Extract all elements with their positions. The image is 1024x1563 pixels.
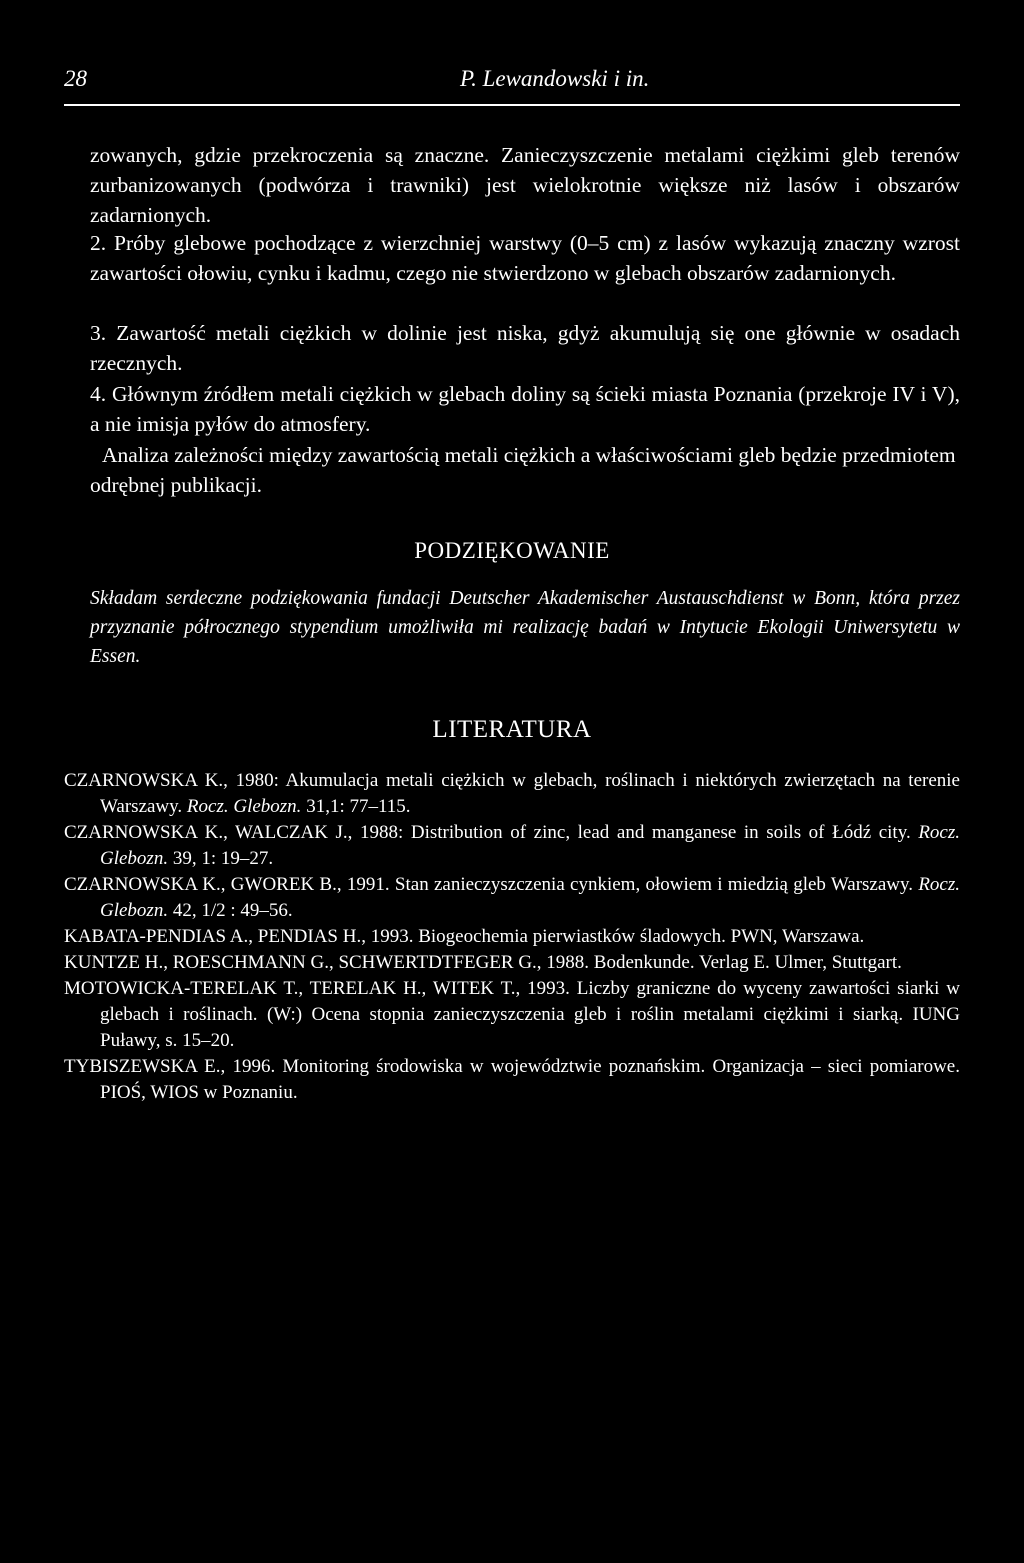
closing-paragraph: Analiza zależności między zawartością metali ciężkich a właściwościami gleb będzie przedmiotem odrębnej publikacji. [90,443,956,497]
reference-journal: Rocz. Glebozn. [100,822,960,869]
page-number: 28 [64,66,87,91]
conclusion-item-3: 3. Zawartość metali ciężkich w dolinie jest niska, gdyż akumulują się one głównie w osadach rzecznych. [90,321,960,375]
reference-journal: Rocz. Glebozn. [100,874,960,921]
conclusion-item-4: 4. Głównym źródłem metali ciężkich w glebach doliny są ścieki miasta Poznania (przekroje IV i V), a nie imisja pyłów do atmosfery. [90,382,960,436]
reference-volume: 31,1: 77–115. [301,796,411,817]
reference-item [64,820,960,872]
reference-text: KABATA-PENDIAS A., PENDIAS H., 1993. Biogeochemia pierwiastków śladowych. PWN, Warszawa. [64,926,865,947]
reference-list [64,768,960,1106]
reference-text: CZARNOWSKA K., GWOREK B., 1991. Stan zanieczyszczenia cynkiem, ołowiem i miedzią gleb Warszawy. [64,874,919,895]
literature-heading: LITERATURA [432,716,592,743]
reference-item [64,768,960,820]
reference-journal: Rocz. Glebozn. [186,796,302,817]
acknowledgement-heading: PODZIĘKOWANIE [414,538,610,563]
reference-text: KUNTZE H., ROESCHMANN G., SCHWERTDTFEGER G., 1988. Bodenkunde. Verlag E. Ulmer, Stuttgart. [64,952,902,973]
reference-item [64,872,960,924]
reference-text: MOTOWICKA-TERELAK T., TERELAK H., WITEK T., 1993. Liczby graniczne do wyceny zawartości siarki w glebach i roślinach. (W:) Ocena stopnia zanieczyszczenia gleb i roślin metalami ciężkimi i siarką. IUNG Puławy, s. 15–20. [64,978,960,1051]
reference-item [64,950,960,976]
page-header [64,64,960,106]
reference-volume: 39, 1: 19–27. [168,848,274,869]
reference-text: CZARNOWSKA K., WALCZAK J., 1988: Distribution of zinc, lead and manganese in soils of Łódź city. [64,822,919,843]
conclusion-item-2: 2. Próby glebowe pochodzące z wierzchniej warstwy (0–5 cm) z lasów wykazują znaczny wzrost zawartości ołowiu, cynku i kadmu, czego nie stwierdzono w glebach obszarów zadarnionych. [90,231,960,285]
reference-item [64,976,960,1054]
reference-text: TYBISZEWSKA E., 1996. Monitoring środowiska w województwie poznańskim. Organizacja – sieci pomiarowe. PIOŚ, WIOS w Poznaniu. [64,1056,960,1103]
acknowledgement-text: Składam serdeczne podziękowania fundacji Deutscher Akademischer Austauschdienst w Bonn, która przez przyznanie półrocznego stypendium umożliwiła mi realizację badań w Intytucie Ekologii Uniwersytetu w Essen. [90,588,960,667]
running-title: P. Lewandowski i in. [460,66,650,91]
reference-item [64,924,960,950]
paragraph-continued: zowanych, gdzie przekroczenia są znaczne. Zanieczyszczenie metalami ciężkimi gleb terenów zurbanizowanych (podwórza i trawniki) jest wielokrotnie większe niż lasów i obszarów zadarnionych. [90,143,960,227]
reference-item [64,1054,960,1106]
reference-text: CZARNOWSKA K., 1980: Akumulacja metali ciężkich w glebach, roślinach i niektórych zwierzętach na terenie Warszawy. [64,770,960,817]
reference-volume: 42, 1/2 : 49–56. [168,900,293,921]
